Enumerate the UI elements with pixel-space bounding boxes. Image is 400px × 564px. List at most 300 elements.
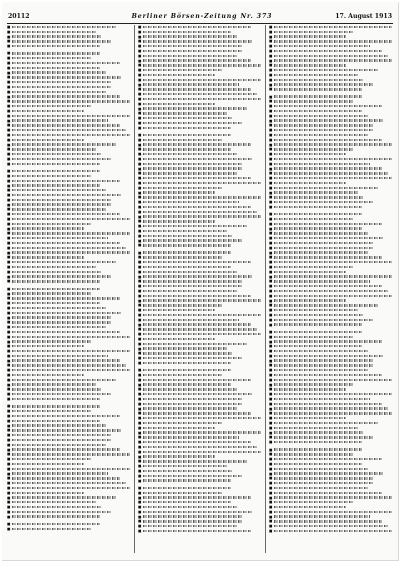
illegible-text	[274, 115, 368, 117]
entry-marker: ■	[269, 495, 273, 500]
entry-marker: ■	[269, 250, 273, 255]
directory-entry	[7, 114, 130, 119]
entry-marker: ■	[138, 356, 142, 361]
illegible-text	[143, 191, 215, 193]
illegible-text	[143, 50, 243, 52]
entry-marker: ■	[269, 231, 273, 236]
illegible-text	[274, 525, 388, 527]
illegible-text	[143, 455, 215, 457]
entry-marker: ■	[7, 476, 11, 481]
illegible-text	[143, 59, 251, 61]
entry-marker: ■	[7, 245, 11, 250]
illegible-text	[143, 352, 233, 354]
illegible-text	[143, 45, 243, 47]
entry-marker: ■	[138, 284, 142, 289]
entry-marker: ■	[138, 478, 142, 483]
entry-marker: ■	[138, 228, 142, 233]
illegible-text	[143, 328, 257, 330]
entry-marker: ■	[269, 142, 273, 147]
entry-marker: ■	[138, 505, 142, 510]
illegible-text	[12, 213, 120, 215]
illegible-text	[274, 256, 382, 258]
illegible-text	[12, 139, 84, 141]
entry-marker: ■	[7, 231, 11, 236]
illegible-text	[274, 143, 392, 145]
masthead	[120, 12, 284, 22]
entry-marker: ■	[138, 373, 142, 378]
entry-marker: ■	[7, 310, 11, 315]
entry-marker: ■	[138, 293, 142, 298]
entry-marker: ■	[138, 161, 142, 166]
illegible-text	[143, 470, 233, 472]
illegible-text	[274, 59, 392, 61]
illegible-text	[12, 261, 116, 263]
entry-marker: ■	[7, 418, 11, 423]
illegible-text	[12, 340, 92, 342]
entry-marker: ■	[269, 339, 273, 344]
entry-marker: ■	[138, 411, 142, 416]
entry-marker: ■	[138, 181, 142, 185]
illegible-text	[143, 112, 227, 114]
illegible-text	[274, 223, 382, 225]
illegible-text	[12, 398, 100, 400]
illegible-text	[143, 215, 261, 217]
directory-entry	[269, 222, 392, 227]
entry-marker: ■	[7, 70, 11, 75]
illegible-text	[274, 242, 374, 244]
entry-marker: ■	[7, 301, 11, 306]
entry-marker: ■	[269, 25, 273, 29]
illegible-text	[143, 271, 237, 273]
entry-marker: ■	[269, 123, 273, 128]
entry-marker: ■	[138, 120, 142, 125]
entry-marker: ■	[138, 29, 142, 34]
illegible-text	[274, 511, 392, 513]
illegible-text	[274, 441, 362, 443]
illegible-text	[143, 196, 261, 198]
entry-marker: ■	[269, 344, 273, 349]
illegible-text	[143, 79, 261, 81]
entry-marker: ■	[269, 490, 273, 495]
entry-marker: ■	[269, 529, 273, 534]
entry-marker: ■	[7, 34, 11, 39]
directory-entry	[138, 510, 261, 515]
illegible-text	[12, 468, 130, 470]
illegible-text	[12, 379, 116, 381]
illegible-text	[12, 492, 84, 494]
illegible-text	[143, 412, 251, 414]
illegible-text	[274, 412, 392, 414]
illegible-text	[143, 266, 231, 268]
illegible-text	[12, 189, 106, 191]
entry-marker: ■	[7, 128, 11, 133]
entry-marker: ■	[7, 104, 11, 109]
illegible-text	[274, 427, 358, 429]
entry-marker: ■	[7, 85, 11, 90]
entry-marker: ■	[138, 68, 142, 73]
entry-marker: ■	[138, 337, 142, 341]
entry-marker: ■	[269, 397, 273, 402]
illegible-text	[143, 347, 227, 349]
entry-marker: ■	[269, 500, 273, 505]
directory-entry	[138, 210, 261, 215]
entry-marker: ■	[7, 509, 11, 514]
entry-marker: ■	[138, 82, 142, 87]
entry-marker: ■	[138, 200, 142, 205]
illegible-text	[143, 26, 251, 28]
entry-marker: ■	[138, 176, 142, 181]
entry-marker: ■	[138, 96, 142, 101]
entry-marker: ■	[269, 353, 273, 358]
entry-marker: ■	[269, 53, 273, 58]
entry-marker: ■	[138, 346, 142, 351]
illegible-text	[12, 482, 126, 484]
entry-marker: ■	[138, 317, 142, 322]
illegible-text	[143, 492, 223, 494]
entry-marker: ■	[138, 224, 142, 229]
entry-marker: ■	[138, 387, 142, 392]
entry-marker: ■	[7, 339, 11, 344]
entry-marker: ■	[269, 514, 273, 519]
illegible-text	[12, 424, 106, 426]
entry-marker: ■	[7, 133, 11, 138]
illegible-text	[143, 417, 261, 419]
entry-marker: ■	[7, 373, 11, 378]
entry-marker: ■	[269, 265, 273, 270]
entry-marker: ■	[138, 500, 142, 505]
entry-marker: ■	[269, 161, 273, 166]
illegible-text	[274, 64, 346, 66]
directory-entry	[269, 529, 392, 534]
illegible-text	[143, 520, 243, 522]
illegible-text	[274, 88, 362, 90]
entry-marker: ■	[7, 51, 11, 56]
illegible-text	[143, 295, 251, 297]
entry-marker: ■	[7, 44, 11, 49]
illegible-text	[143, 69, 223, 71]
entry-marker: ■	[7, 495, 11, 500]
illegible-text	[143, 369, 231, 371]
illegible-text	[274, 79, 364, 81]
illegible-text	[12, 312, 122, 314]
entry-marker: ■	[7, 320, 11, 325]
illegible-text	[143, 511, 253, 513]
entry-marker: ■	[269, 255, 273, 260]
entry-marker: ■	[269, 63, 273, 68]
illegible-text	[143, 314, 261, 316]
directory-entry	[138, 342, 261, 347]
entry-marker: ■	[7, 481, 11, 486]
listing-column-3	[269, 25, 392, 553]
illegible-text	[274, 213, 362, 215]
illegible-text	[12, 57, 92, 59]
illegible-text	[274, 520, 382, 522]
directory-entry	[269, 354, 392, 359]
entry-marker: ■	[138, 125, 142, 130]
illegible-text	[274, 458, 382, 460]
entry-marker: ■	[7, 65, 11, 70]
entry-marker: ■	[269, 411, 273, 416]
illegible-text	[12, 388, 102, 390]
illegible-text	[274, 398, 370, 400]
illegible-text	[274, 83, 374, 85]
entry-marker: ■	[7, 152, 11, 157]
entry-marker: ■	[138, 147, 142, 152]
entry-marker: ■	[269, 39, 273, 44]
entry-marker: ■	[7, 526, 11, 531]
entry-marker: ■	[138, 274, 142, 279]
entry-marker: ■	[138, 416, 142, 421]
illegible-text	[274, 407, 388, 409]
illegible-text	[274, 299, 346, 301]
illegible-text	[12, 336, 130, 338]
illegible-text	[143, 422, 223, 424]
entry-marker: ■	[138, 514, 142, 519]
entry-marker: ■	[269, 373, 273, 378]
column-divider-2	[265, 25, 266, 553]
illegible-text	[12, 275, 112, 277]
illegible-text	[274, 463, 362, 465]
illegible-text	[143, 530, 251, 532]
illegible-text	[274, 110, 362, 112]
entry-marker: ■	[138, 485, 142, 490]
entry-marker: ■	[269, 133, 273, 138]
illegible-text	[274, 345, 362, 347]
illegible-text	[12, 280, 100, 282]
illegible-text	[12, 307, 106, 309]
illegible-text	[143, 201, 239, 203]
illegible-text	[274, 158, 392, 160]
entry-marker: ■	[138, 313, 142, 318]
illegible-text	[143, 487, 231, 489]
illegible-text	[274, 364, 374, 366]
directory-entry	[138, 529, 261, 534]
entry-marker: ■	[138, 58, 142, 63]
illegible-text	[12, 129, 126, 131]
illegible-text	[274, 124, 374, 126]
illegible-text	[143, 187, 223, 189]
directory-entry	[269, 54, 392, 59]
illegible-text	[12, 247, 126, 249]
illegible-text	[274, 393, 392, 395]
illegible-text	[12, 62, 120, 64]
directory-entry	[7, 179, 130, 184]
entry-marker: ■	[269, 425, 273, 430]
illegible-text	[143, 323, 251, 325]
entry-marker: ■	[7, 157, 11, 162]
entry-marker: ■	[269, 461, 273, 466]
illegible-text	[143, 148, 231, 150]
entry-marker: ■	[7, 193, 11, 198]
entry-marker: ■	[269, 185, 273, 190]
illegible-text	[274, 417, 346, 419]
entry-marker: ■	[138, 519, 142, 524]
illegible-text	[12, 115, 130, 117]
entry-marker: ■	[7, 236, 11, 241]
illegible-text	[274, 69, 378, 71]
illegible-text	[274, 492, 382, 494]
entry-marker: ■	[7, 521, 11, 526]
entry-marker: ■	[138, 303, 142, 308]
illegible-text	[143, 127, 231, 129]
entry-marker: ■	[269, 82, 273, 87]
page-header	[2, 12, 398, 22]
illegible-text	[274, 468, 368, 470]
illegible-text	[12, 218, 130, 220]
entry-marker: ■	[7, 260, 11, 265]
illegible-text	[12, 429, 122, 431]
entry-marker: ■	[7, 428, 11, 433]
entry-marker: ■	[269, 519, 273, 524]
illegible-text	[12, 496, 116, 498]
entry-marker: ■	[138, 435, 142, 440]
entry-marker: ■	[7, 329, 11, 334]
illegible-text	[143, 206, 251, 208]
entry-marker: ■	[7, 452, 11, 457]
illegible-text	[12, 405, 100, 407]
illegible-text	[274, 100, 354, 102]
entry-marker: ■	[7, 202, 11, 207]
illegible-text	[12, 528, 92, 530]
illegible-text	[274, 129, 374, 131]
illegible-text	[274, 482, 374, 484]
illegible-text	[143, 309, 215, 311]
entry-marker: ■	[269, 349, 273, 354]
illegible-text	[274, 501, 354, 503]
entry-marker: ■	[7, 409, 11, 414]
entry-marker: ■	[269, 416, 273, 421]
entry-marker: ■	[138, 341, 142, 346]
directory-entry	[7, 467, 130, 472]
entry-marker: ■	[269, 128, 273, 133]
illegible-text	[274, 271, 346, 273]
illegible-text	[12, 487, 130, 489]
entry-marker: ■	[269, 274, 273, 279]
illegible-text	[12, 364, 126, 366]
entry-marker: ■	[138, 524, 142, 529]
illegible-text	[274, 232, 368, 234]
entry-marker: ■	[138, 529, 142, 534]
entry-marker: ■	[138, 392, 142, 397]
illegible-text	[143, 431, 261, 433]
entry-marker: ■	[7, 212, 11, 217]
directory-entry	[269, 491, 392, 496]
entry-marker: ■	[138, 495, 142, 500]
entry-marker: ■	[138, 195, 142, 200]
entry-marker: ■	[269, 87, 273, 92]
illegible-text	[143, 465, 227, 467]
illegible-text	[143, 88, 251, 90]
entry-marker: ■	[7, 265, 11, 270]
directory-entry	[7, 527, 130, 532]
issue-number: Nr. 373	[240, 13, 273, 20]
directory-entry	[7, 486, 130, 491]
illegible-text	[274, 350, 368, 352]
entry-marker: ■	[269, 368, 273, 373]
entry-marker: ■	[7, 56, 11, 61]
entry-marker: ■	[269, 509, 273, 514]
illegible-text	[12, 184, 100, 186]
entry-marker: ■	[269, 322, 273, 327]
illegible-text	[12, 67, 100, 69]
illegible-text	[274, 530, 392, 532]
illegible-text	[143, 153, 237, 155]
entry-marker: ■	[7, 344, 11, 349]
illegible-text	[274, 319, 374, 321]
illegible-text	[274, 304, 378, 306]
entry-marker: ■	[7, 217, 11, 222]
entry-marker: ■	[138, 157, 142, 162]
entry-marker: ■	[269, 452, 273, 457]
illegible-text	[274, 487, 368, 489]
illegible-text	[12, 359, 120, 361]
entry-marker: ■	[269, 44, 273, 49]
illegible-text	[274, 496, 392, 498]
entry-marker: ■	[269, 363, 273, 368]
illegible-text	[274, 187, 378, 189]
illegible-text	[12, 326, 106, 328]
entry-marker: ■	[138, 133, 142, 138]
illegible-text	[12, 477, 120, 479]
illegible-text	[143, 460, 247, 462]
illegible-text	[274, 182, 346, 184]
illegible-text	[143, 403, 243, 405]
entry-marker: ■	[269, 421, 273, 426]
illegible-text	[12, 175, 92, 177]
entry-marker: ■	[269, 317, 273, 322]
illegible-text	[274, 45, 370, 47]
entry-marker: ■	[138, 308, 142, 313]
illegible-text	[143, 275, 253, 277]
entry-marker: ■	[138, 464, 142, 469]
entry-marker: ■	[7, 269, 11, 274]
illegible-text	[143, 98, 261, 100]
directory-entry	[269, 510, 392, 515]
illegible-text	[274, 172, 388, 174]
illegible-text	[274, 285, 382, 287]
entry-marker: ■	[269, 221, 273, 226]
entry-marker: ■	[269, 104, 273, 109]
illegible-text	[12, 180, 120, 182]
illegible-text	[143, 103, 215, 105]
entry-marker: ■	[7, 490, 11, 495]
entry-marker: ■	[7, 25, 11, 29]
entry-marker: ■	[138, 233, 142, 238]
entry-marker: ■	[7, 433, 11, 438]
directory-entry	[269, 318, 392, 323]
entry-marker: ■	[7, 485, 11, 490]
entry-marker: ■	[138, 509, 142, 514]
entry-marker: ■	[7, 207, 11, 212]
illegible-text	[143, 436, 239, 438]
entry-marker: ■	[269, 29, 273, 34]
entry-marker: ■	[269, 308, 273, 313]
illegible-text	[143, 230, 227, 232]
illegible-text	[143, 427, 215, 429]
entry-marker: ■	[7, 113, 11, 118]
entry-marker: ■	[7, 358, 11, 363]
entry-marker: ■	[7, 188, 11, 193]
illegible-text	[12, 266, 96, 268]
illegible-text	[143, 362, 231, 364]
entry-marker: ■	[7, 80, 11, 85]
entry-marker: ■	[269, 48, 273, 53]
illegible-text	[143, 40, 253, 42]
column-divider-1	[134, 25, 135, 553]
illegible-text	[12, 91, 106, 93]
entry-marker: ■	[269, 387, 273, 392]
entry-marker: ■	[7, 241, 11, 246]
